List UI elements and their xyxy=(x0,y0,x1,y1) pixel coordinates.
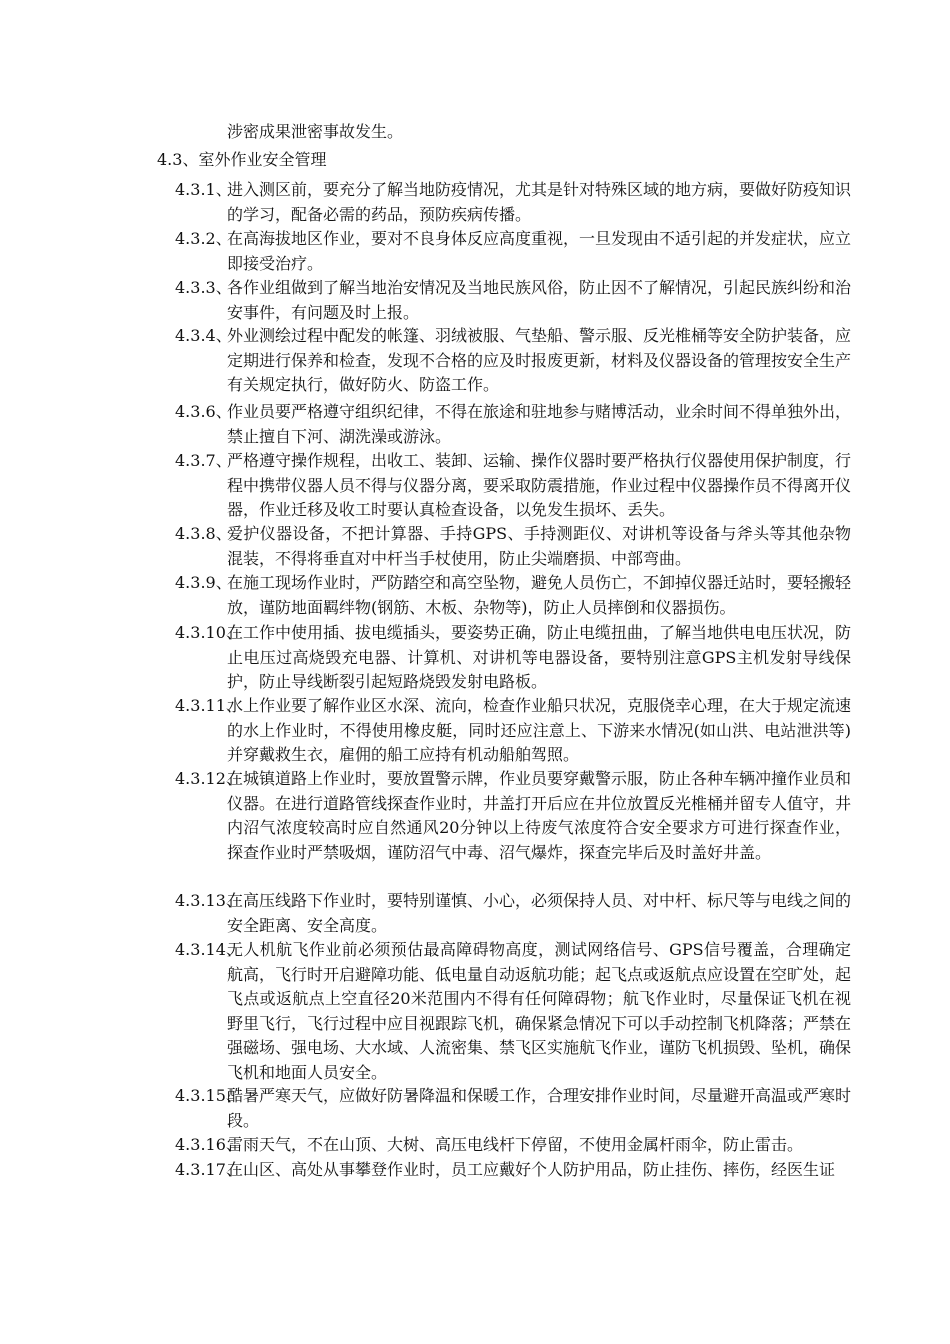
item-number: 4.3.12、 xyxy=(175,769,242,788)
list-item xyxy=(175,276,851,325)
item-text: 在山区、高处从事攀登作业时，员工应戴好个人防护用品，防止挂伤、摔伤，经医生证 xyxy=(227,1160,836,1179)
list-item xyxy=(175,522,851,571)
item-number: 4.3.3、 xyxy=(175,278,232,297)
continuation-line: 涉密成果泄密事故发生。 xyxy=(227,122,404,141)
item-number: 4.3.1、 xyxy=(175,180,232,199)
list-item xyxy=(175,1133,851,1158)
item-number: 4.3.6、 xyxy=(175,402,232,421)
item-text: 在城镇道路上作业时，要放置警示牌，作业员要穿戴警示服，防止各种车辆冲撞作业员和仪器。在进行道路管线探查作业时，井盖打开后应在井位放置反光椎桶并留专人值守，井内沼气浓度较高时应自然通风20分钟以上待废气浓度符合安全要求方可进行探查作业，探查作业时严禁吸烟，谨防沼气中毒、沼气爆炸，探查完毕后及时盖好井盖。 xyxy=(227,769,852,862)
item-number: 4.3.10、 xyxy=(175,623,242,642)
item-text: 在工作中使用插、拔电缆插头，要姿势正确，防止电缆扭曲，了解当地供电电压状况，防止电压过高烧毁充电器、计算机、对讲机等电器设备，要特别注意GPS主机发射导线保护，防止导线断裂引起短路烧毁发射电路板。 xyxy=(227,623,852,692)
item-number: 4.3.11、 xyxy=(175,696,242,715)
item-text: 在高海拔地区作业，要对不良身体反应高度重视，一旦发现由不适引起的并发症状，应立即接受治疗。 xyxy=(227,229,852,273)
item-text: 外业测绘过程中配发的帐篷、羽绒被服、气垫船、警示服、反光椎桶等安全防护装备，应定期进行保养和检查，发现不合格的应及时报废更新，材料及仪器设备的管理按安全生产有关规定执行，做好防火、防盗工作。 xyxy=(227,326,852,395)
item-number: 4.3.16、 xyxy=(175,1135,242,1154)
item-text: 各作业组做到了解当地治安情况及当地民族风俗，防止因不了解情况，引起民族纠纷和治安事件，有问题及时上报。 xyxy=(227,278,852,322)
item-text: 进入测区前，要充分了解当地防疫情况，尤其是针对特殊区域的地方病，要做好防疫知识的学习，配备必需的药品，预防疾病传播。 xyxy=(227,180,852,224)
section-title: 室外作业安全管理 xyxy=(198,150,327,169)
list-item xyxy=(175,400,851,449)
list-item xyxy=(175,324,851,398)
list-item xyxy=(175,571,851,620)
item-text: 在高压线路下作业时，要特别谨慎、小心，必须保持人员、对中杆、标尺等与电线之间的安全距离、安全高度。 xyxy=(227,891,852,935)
section-number: 4.3、 xyxy=(157,150,199,169)
list-item xyxy=(175,227,851,276)
list-item xyxy=(175,449,851,523)
item-number: 4.3.7、 xyxy=(175,451,232,470)
list-item xyxy=(175,938,851,1086)
item-number: 4.3.15、 xyxy=(175,1086,242,1105)
list-item xyxy=(175,767,851,865)
item-text: 酷暑严寒天气，应做好防暑降温和保暖工作，合理安排作业时间，尽量避开高温或严寒时段。 xyxy=(227,1086,852,1130)
list-item xyxy=(175,621,851,695)
item-number: 4.3.13、 xyxy=(175,891,242,910)
item-number: 4.3.9、 xyxy=(175,573,232,592)
item-number: 4.3.4、 xyxy=(175,326,232,345)
list-item xyxy=(175,889,851,938)
section-heading xyxy=(157,148,326,172)
item-text: 爱护仪器设备，不把计算器、手持GPS、手持测距仪、对讲机等设备与斧头等其他杂物混装，不得将垂直对中杆当手杖使用，防止尖端磨损、中部弯曲。 xyxy=(227,524,851,568)
item-number: 4.3.8、 xyxy=(175,524,232,543)
item-text: 在施工现场作业时，严防踏空和高空坠物，避免人员伤亡，不卸掉仪器迁站时，要轻搬轻放，谨防地面羁绊物(钢筋、木板、杂物等)，防止人员摔倒和仪器损伤。 xyxy=(227,573,852,617)
list-item xyxy=(175,1158,851,1183)
item-text: 作业员要严格遵守组织纪律，不得在旅途和驻地参与赌博活动，业余时间不得单独外出，禁止擅自下河、湖洗澡或游泳。 xyxy=(227,402,852,446)
item-text: 水上作业要了解作业区水深、流向，检查作业船只状况，克服侥幸心理，在大于规定流速的水上作业时，不得使用橡皮艇，同时还应注意上、下游来水情况(如山洪、电站泄洪等)并穿戴救生衣，雇佣的船工应持有机动船舶驾照。 xyxy=(227,696,852,765)
item-text: 无人机航飞作业前必须预估最高障碍物高度，测试网络信号、GPS信号覆盖，合理确定航高，飞行时开启避障功能、低电量自动返航功能；起飞点或返航点应设置在空旷处，起飞点或返航点上空直径20米范围内不得有任何障碍物；航飞作业时，尽量保证飞机在视野里飞行，飞行过程中应目视跟踪飞机，确保紧急情况下可以手动控制飞机降落；严禁在强磁场、强电场、大水域、人流密集、禁飞区实施航飞作业，谨防飞机损毁、坠机，确保飞机和地面人员安全。 xyxy=(227,940,852,1082)
item-number: 4.3.2、 xyxy=(175,229,232,248)
item-number: 4.3.14、 xyxy=(175,940,242,959)
list-item xyxy=(175,178,851,227)
list-item xyxy=(175,1084,851,1133)
list-item xyxy=(175,694,851,768)
item-text: 雷雨天气，不在山顶、大树、高压电线杆下停留，不使用金属杆雨伞，防止雷击。 xyxy=(227,1135,804,1154)
item-text: 严格遵守操作规程，出收工、装卸、运输、操作仪器时要严格执行仪器使用保护制度，行程中携带仪器人员不得与仪器分离，要采取防震措施，作业过程中仪器操作员不得离开仪器，作业迁移及收工时要认真检查设备，以免发生损坏、丢失。 xyxy=(227,451,852,520)
item-number: 4.3.17、 xyxy=(175,1160,242,1179)
